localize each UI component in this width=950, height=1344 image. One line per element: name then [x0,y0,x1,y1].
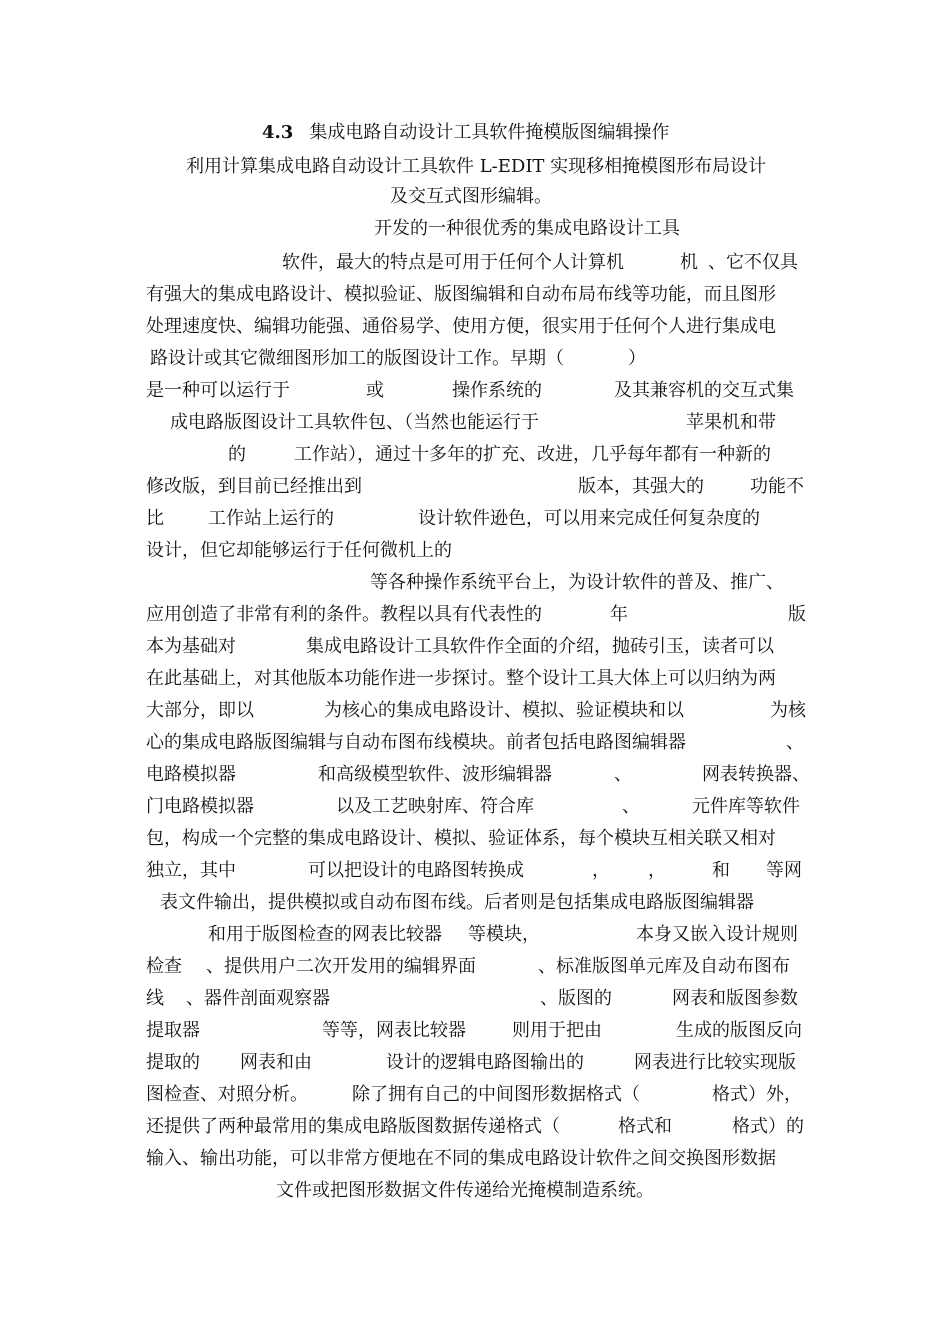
text-line: 和用于版图检查的网表比较器 [208,924,442,945]
text-line: 网表和由 [240,1052,312,1073]
text-line: 、版图的 [540,988,612,1009]
text-line: 机 [680,252,698,273]
text-line: 大部分，即以 [146,700,254,721]
text-line: 等等，网表比较器 [322,1020,466,1041]
text-line: ） [628,348,646,369]
text-line: 等网 [766,860,802,881]
text-line: 及交互式图形编辑。 [390,186,552,207]
text-line: 成电路版图设计工具软件包、（当然也能运行于 [170,412,539,433]
text-line: 网表转换器、 [702,764,810,785]
text-line: 软件，最大的特点是可用于任何个人计算机 [282,252,624,273]
text-line: 图检查、对照分析。 [146,1084,308,1105]
text-line: 以及工艺映射库、符合库 [336,796,534,817]
text-line: 修改版，到目前已经推出到 [146,476,362,497]
text-line: 和高级模型软件、波形编辑器 [318,764,552,785]
text-line: 检查 [146,956,182,977]
text-line: 版 [788,604,806,625]
text-line: 、提供用户二次开发用的编辑界面 [206,956,476,977]
text-line: 利用计算集成电路自动设计工具软件 L-EDIT 实现移相掩模图形布局设计 [186,156,767,177]
text-line: 、 [614,764,632,785]
text-line: 工作站上运行的 [208,508,334,529]
text-line: 格式）的 [732,1116,804,1137]
text-line: 提取器 [146,1020,200,1041]
text-line: 、器件剖面观察器 [186,988,330,1009]
text-line: 在此基础上，对其他版本功能作进一步探讨。整个设计工具大体上可以归纳为两 [146,668,776,689]
text-line: 为核心的集成电路设计、模拟、验证模块和以 [324,700,684,721]
text-line: 、标准版图单元库及自动布图布 [538,956,790,977]
text-line: 提取的 [146,1052,200,1073]
text-line: ， [592,860,610,881]
text-line: 等各种操作系统平台上，为设计软件的普及、推广、 [370,572,784,593]
text-line: 应用创造了非常有利的条件。教程以具有代表性的 [146,604,542,625]
text-line: 年 [610,604,628,625]
text-line: 线 [146,988,164,1009]
text-line: 则用于把由 [512,1020,602,1041]
text-line: 包，构成一个完整的集成电路设计、模拟、验证体系，每个模块互相关联又相对 [146,828,776,849]
text-line: 可以把设计的电路图转换成 [308,860,524,881]
text-line: 及其兼容机的交互式集 [614,380,794,401]
text-line: 比 [146,508,164,529]
text-line: 路设计或其它微细图形加工的版图设计工作。早期（ [150,348,564,369]
text-line: 为核 [770,700,806,721]
text-line: 、 [622,796,640,817]
text-line: 表文件输出，提供模拟或自动布图布线。后者则是包括集成电路版图编辑器 [160,892,754,913]
section-number: 4.3 [262,122,294,143]
text-line: 设计的逻辑电路图输出的 [386,1052,584,1073]
text-line: 独立，其中 [146,860,236,881]
text-line: 苹果机和带 [686,412,776,433]
text-line: 网表进行比较实现版 [634,1052,796,1073]
text-line: 、它不仅具 [708,252,798,273]
section-title [262,121,669,145]
text-line: 集成电路设计工具软件作全面的介绍，抛砖引玉，读者可以 [306,636,774,657]
text-line: 心的集成电路版图编辑与自动布图布线模块。前者包括电路图编辑器 [146,732,686,753]
text-line: 输入、输出功能，可以非常方便地在不同的集成电路设计软件之间交换图形数据 [146,1148,776,1169]
text-line: 格式和 [618,1116,672,1137]
text-line: 的 [228,444,246,465]
text-line: 有强大的集成电路设计、模拟验证、版图编辑和自动布局布线等功能，而且图形 [146,284,776,305]
text-line: 和 [712,860,730,881]
text-line: 网表和版图参数 [672,988,798,1009]
text-line: 开发的一种很优秀的集成电路设计工具 [374,218,680,239]
text-line: 设计软件逊色，可以用来完成任何复杂度的 [418,508,760,529]
text-line: 工作站），通过十多年的扩充、改进，几乎每年都有一种新的 [294,444,771,465]
text-line: 门电路模拟器 [146,796,254,817]
text-line: 功能不 [750,476,804,497]
text-line: 设计，但它却能够运行于任何微机上的 [146,540,452,561]
text-line: 本为基础对 [146,636,236,657]
section-title-text: 集成电路自动设计工具软件掩模版图编辑操作 [309,122,670,143]
text-line: 除了拥有自己的中间图形数据格式（ [352,1084,640,1105]
text-line: 是一种可以运行于 [146,380,290,401]
text-line: 生成的版图反向 [676,1020,802,1041]
text-line: 元件库等软件 [692,796,800,817]
text-line: ， [648,860,666,881]
text-line: 、 [786,732,804,753]
text-line: 等模块， [468,924,540,945]
text-line: 文件或把图形数据文件传递给光掩模制造系统。 [276,1180,654,1201]
text-line: 本身又嵌入设计规则 [636,924,798,945]
text-line: 版本，其强大的 [578,476,704,497]
text-line: 处理速度快、编辑功能强、通俗易学、使用方便，很实用于任何个人进行集成电 [146,316,776,337]
text-line: 电路模拟器 [146,764,236,785]
text-line: 或 [366,380,384,401]
text-line: 操作系统的 [452,380,542,401]
text-line: 还提供了两种最常用的集成电路版图数据传递格式（ [146,1116,560,1137]
text-line: 格式）外， [712,1084,802,1105]
